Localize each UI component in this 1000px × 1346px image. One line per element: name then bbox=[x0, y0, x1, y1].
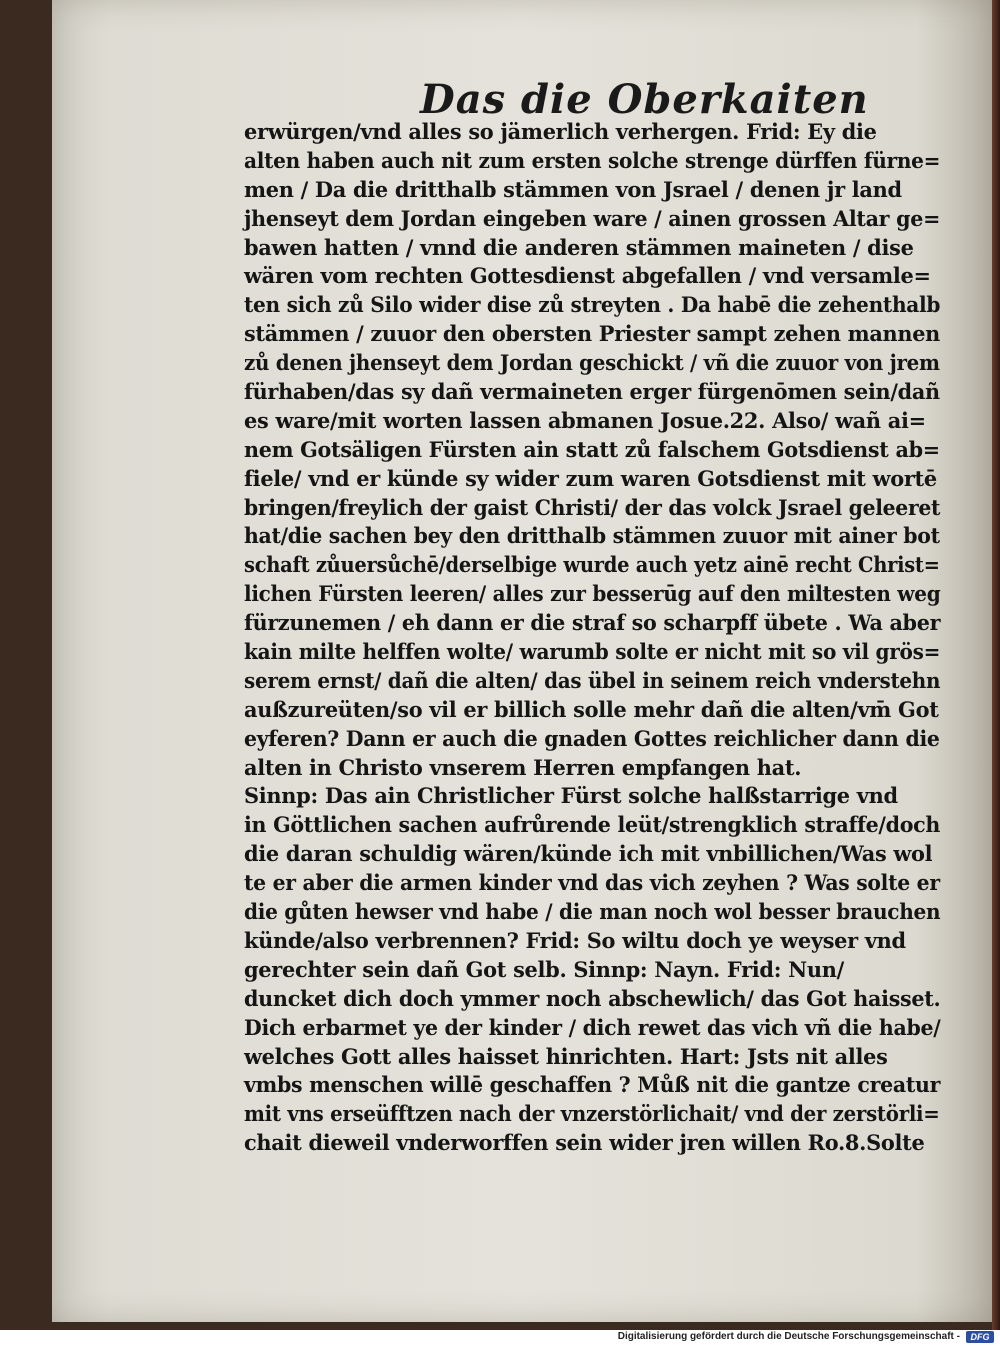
running-head: Das die Oberkaiten bbox=[420, 76, 869, 123]
text-line: Sinnp: Das ain Christlicher Fürst solche halßstarrige vnd bbox=[244, 783, 898, 809]
text-line: bawen hatten / vnnd die anderen stämmen maineten / dise bbox=[244, 234, 914, 260]
dfg-logo: DFG bbox=[966, 1331, 994, 1343]
text-line: nem Gotsäligen Fürsten ain statt zů falschem Gotsdienst ab= bbox=[244, 436, 940, 462]
text-line: bringen/freylich der gaist Christi/ der das volck Jsrael geleeret bbox=[244, 494, 941, 520]
text-line: künde/also verbrennen? Frid: So wiltu doch ye weyser vnd bbox=[244, 927, 906, 953]
text-line: fürzunemen / eh dann er die straf so scharpff übete . Wa aber bbox=[244, 610, 941, 636]
text-line: schaft zůuersůchē/derselbige wurde auch yetz ainē recht Christ= bbox=[244, 552, 940, 578]
text-line: duncket dich doch ymmer noch abschewlich/ das Got haisset. bbox=[244, 985, 941, 1011]
text-line: chait dieweil vnderworffen sein wider jren willen Ro.8.Solte bbox=[244, 1130, 925, 1156]
text-line: wären vom rechten Gottesdienst abgefallen / vnd versamle= bbox=[244, 263, 931, 289]
text-line: men / Da die dritthalb stämmen von Jsrael / denen jr land bbox=[244, 176, 902, 202]
text-line: gerechter sein dañ Got selb. Sinnp: Nayn. Frid: Nun/ bbox=[244, 956, 845, 982]
text-line: alten in Christo vnserem Herren empfangen hat. bbox=[244, 754, 802, 780]
text-line: die daran schuldig wären/künde ich mit vnbillichen/Was wol bbox=[244, 841, 933, 867]
text-line: vmbs menschen willē geschaffen ? Můß nit die gantze creatur bbox=[244, 1072, 941, 1098]
text-line: Dich erbarmet ye der kinder / dich rewet das vich vñ die habe/ bbox=[244, 1014, 941, 1040]
text-line: in Göttlichen sachen aufrůrende leüt/strengklich straffe/doch bbox=[244, 812, 941, 838]
text-line: außzureüten/so vil er billich solle mehr dañ die alten/vm̄ Got bbox=[244, 696, 939, 722]
text-line: zů denen jhenseyt dem Jordan geschickt / vñ die zuuor von jrem bbox=[244, 350, 940, 376]
text-line: kain milte helffen wolte/ warumb solte er nicht mit so vil grös= bbox=[244, 639, 941, 665]
text-line: stämmen / zuuor den obersten Priester sampt zehen mannen bbox=[244, 321, 941, 347]
text-line: serem ernst/ dañ die alten/ das übel in seinem reich vnderstehn bbox=[244, 667, 941, 693]
text-line: lichen Fürsten leeren/ alles zur besserūg auf den miltesten weg bbox=[244, 581, 941, 607]
text-line: mit vns erseüfftzen nach der vnzerstörlichait/ vnd der zerstörli= bbox=[244, 1101, 940, 1127]
text-line: fürhaben/das sy dañ vermaineten erger fürgenōmen sein/dañ bbox=[244, 379, 940, 405]
text-block bbox=[244, 118, 944, 1158]
text-line: alten haben auch nit zum ersten solche strenge dürffen fürne= bbox=[244, 147, 941, 173]
text-line: es ware/mit worten lassen abmanen Josue.22. Also/ wañ ai= bbox=[244, 407, 926, 433]
footer-credit: Digitalisierung gefördert durch die Deutsche Forschungsgemeinschaft - bbox=[617, 1331, 960, 1342]
text-line: die gůten hewser vnd habe / die man noch wol besser brauchen bbox=[244, 899, 941, 925]
page-edge bbox=[992, 0, 1000, 1330]
text-line: eyferen? Dann er auch die gnaden Gottes reichlicher dann die bbox=[244, 725, 940, 751]
text-line: ten sich zů Silo wider dise zů streyten . Da habē die zehenthalb bbox=[244, 292, 941, 318]
text-line: jhenseyt dem Jordan eingeben ware / ainen grossen Altar ge= bbox=[244, 205, 941, 231]
text-line: erwürgen/vnd alles so jämerlich verhergen. Frid: Ey die bbox=[244, 119, 877, 144]
text-line: fiele/ vnd er künde sy wider zum waren Gotsdienst mit wortē bbox=[244, 465, 937, 491]
text-line: te er aber die armen kinder vnd das vich zeyhen ? Was solte er bbox=[244, 870, 940, 896]
text-line: welches Gott alles haisset hinrichten. Hart: Jsts nit alles bbox=[244, 1043, 888, 1069]
text-line: hat/die sachen bey den dritthalb stämmen zuuor mit ainer bot bbox=[244, 523, 940, 549]
